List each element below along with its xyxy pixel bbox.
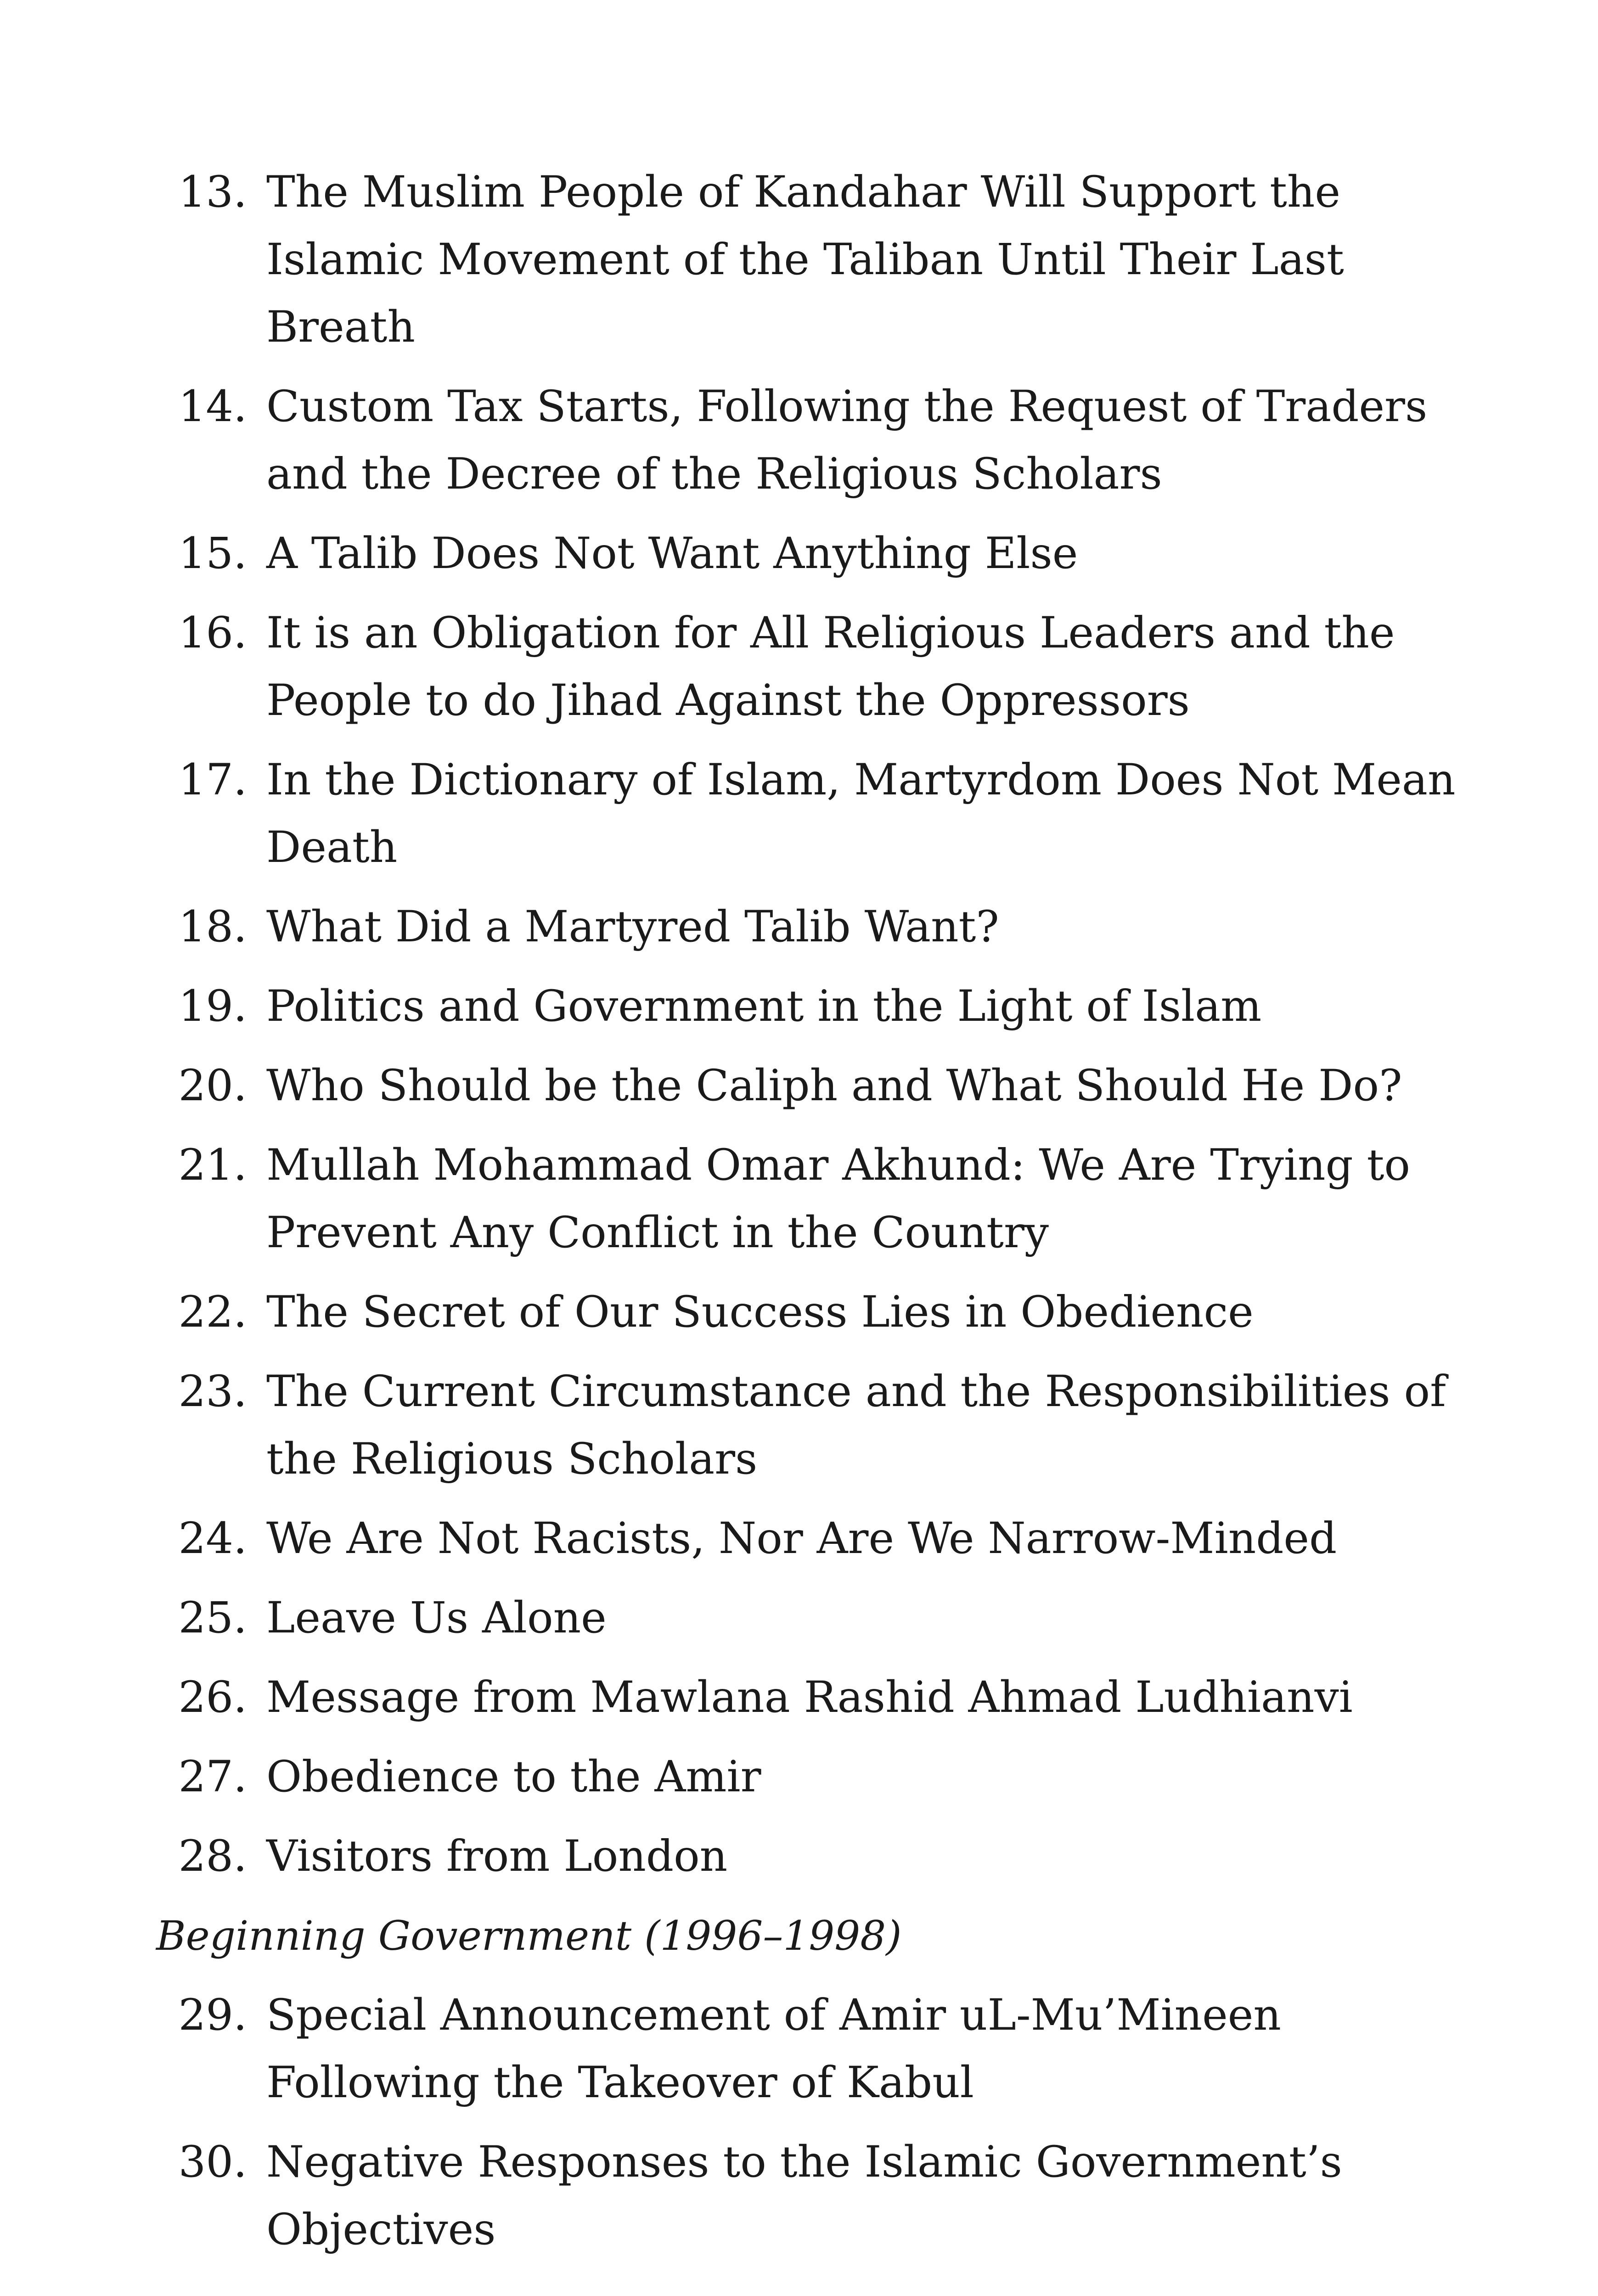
toc-entry-title: A Talib Does Not Want Anything Else (266, 529, 1078, 579)
toc-entry (156, 893, 1469, 961)
toc-entry-title: We Are Not Racists, Nor Are We Narrow-Minded (266, 1514, 1337, 1564)
toc-entry-title: Visitors from London (266, 1831, 728, 1881)
toc-entry-title: Message from Mawlana Rashid Ahmad Ludhianvi (266, 1672, 1353, 1722)
toc-entry-title: In the Dictionary of Islam, Martyrdom Does Not Mean Death (266, 755, 1456, 872)
toc-entry (156, 1358, 1469, 1493)
toc-entry (156, 1584, 1469, 1652)
section-heading: Beginning Government (1996–1998) (156, 1912, 902, 1959)
toc-entry (156, 1052, 1469, 1120)
toc-entry-number: 27. (178, 1752, 247, 1802)
toc-entry-number: 16. (178, 608, 247, 658)
toc-entry (156, 1981, 1469, 2116)
toc-entry-title: Mullah Mohammad Omar Akhund: We Are Trying to Prevent Any Conflict in the Country (266, 1140, 1410, 1258)
toc-entry (156, 599, 1469, 734)
toc-entry-number: 29. (178, 1990, 247, 2040)
toc-entry (156, 1743, 1469, 1811)
table-of-contents (156, 158, 1469, 2275)
toc-entry-number: 19. (178, 981, 247, 1031)
toc-entry (156, 1823, 1469, 1890)
toc-entry-title: Who Should be the Caliph and What Should He Do? (266, 1061, 1402, 1111)
toc-entry (156, 373, 1469, 508)
toc-entry-number: 24. (178, 1514, 247, 1564)
toc-entry (156, 1664, 1469, 1731)
toc-entry-number: 23. (178, 1367, 247, 1417)
toc-entry (156, 1131, 1469, 1266)
toc-entry-number: 26. (178, 1672, 247, 1722)
toc-entry-number: 30. (178, 2137, 247, 2187)
toc-entry-number: 15. (178, 529, 247, 579)
toc-entry (156, 158, 1469, 361)
toc-entry-number: 13. (178, 167, 247, 217)
toc-entry-number: 28. (178, 1831, 247, 1881)
toc-entry-title: What Did a Martyred Talib Want? (266, 902, 999, 952)
toc-entry-number: 25. (178, 1593, 247, 1643)
toc-entry-title: Special Announcement of Amir uL-Mu’Mineen Following the Takeover of Kabul (266, 1990, 1281, 2108)
toc-entry (156, 973, 1469, 1040)
toc-entry-title: The Secret of Our Success Lies in Obedience (266, 1287, 1254, 1337)
toc-entry-number: 21. (178, 1140, 247, 1190)
toc-entry (156, 746, 1469, 881)
toc-entry-title: Politics and Government in the Light of Islam (266, 981, 1262, 1031)
toc-entry (156, 1505, 1469, 1572)
toc-entry-title: Custom Tax Starts, Following the Request of Traders and the Decree of the Religious Scholars (266, 382, 1428, 499)
toc-entry (156, 520, 1469, 587)
toc-entry (156, 1278, 1469, 1346)
toc-entry-number: 18. (178, 902, 247, 952)
toc-entry-title: Negative Responses to the Islamic Government’s Objectives (266, 2137, 1342, 2255)
toc-entry-number: 22. (178, 1287, 247, 1337)
toc-entry-title: Leave Us Alone (266, 1593, 607, 1643)
toc-entry-title: The Current Circumstance and the Responsibilities of the Religious Scholars (266, 1367, 1446, 1484)
toc-entry-title: It is an Obligation for All Religious Leaders and the People to do Jihad Against the Oppressors (266, 608, 1395, 726)
toc-entry-number: 20. (178, 1061, 247, 1111)
toc-entry-number: 17. (178, 755, 247, 805)
toc-entry-title: Obedience to the Amir (266, 1752, 761, 1802)
toc-entry (156, 2128, 1469, 2263)
toc-entry-title: The Muslim People of Kandahar Will Support the Islamic Movement of the Taliban Until Their Last Breath (266, 167, 1344, 352)
toc-entry-number: 14. (178, 382, 247, 432)
